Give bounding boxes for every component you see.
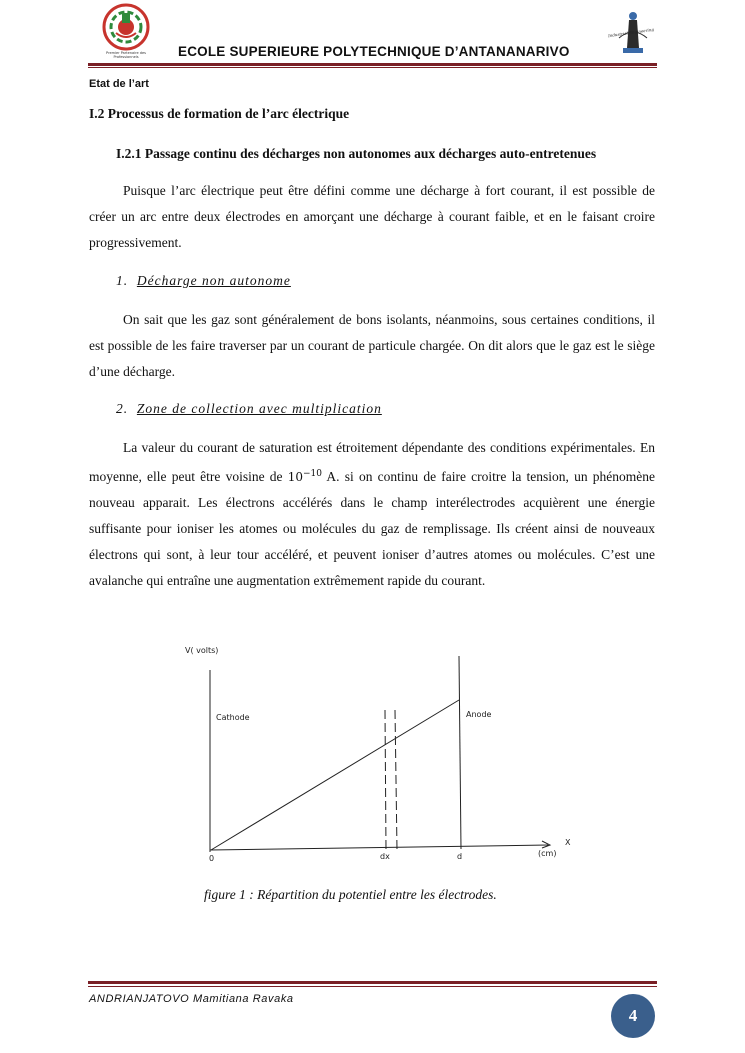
list-item-2 [116,401,382,417]
anode-line [459,656,461,849]
list-item-1-number: 1. [116,273,129,288]
paragraph-2-power [288,470,322,484]
x-unit-label: (cm) [538,849,557,858]
y-axis-label: V( volts) [185,646,219,655]
paragraph-2-before: La valeur du courant de saturation est étroitement dépendante des conditions expérimentales. En moyenne, elle peut être voisine de [89,440,655,484]
paragraph-1-text: On sait que les gaz sont généralement de bons isolants, néanmoins, sous certaines conditions, il est possible de les faire traverser par un courant de particule chargée. On dit alors que le gaz est le siège d’une décharge. [89,312,655,379]
footer-rule-thin [88,986,657,987]
x-axis-label: X [565,838,571,847]
intro-paragraph [89,178,655,256]
subsection-title: I.2.1 Passage continu des décharges non autonomes aux décharges auto-entretenues [116,146,597,161]
dx-dashed-line-left [385,710,386,850]
dx-dashed-line-right [395,710,397,850]
school-name: ECOLE SUPERIEURE POLYTECHNIQUE D’ANTANANARIVO [178,44,570,59]
paragraph-2 [89,435,655,594]
header-rule [88,63,657,66]
school-logo-left [96,3,156,61]
potential-diagram [180,640,580,870]
potential-figure [180,640,580,875]
section-title: I.2 Processus de formation de l’arc électrique [89,106,350,121]
origin-label: 0 [209,854,215,863]
figure-caption: figure 1 : Répartition du potentiel entre les électrodes. [204,887,497,902]
list-item-2-number: 2. [116,401,129,416]
cathode-label: Cathode [216,713,250,722]
intro-text: Puisque l’arc électrique peut être défini comme une décharge à fort courant, il est possible de créer un arc entre deux électrodes en amorçant une décharge à courant faible, et en le faisant croire progressivement. [89,183,655,250]
x-axis-arrow [542,841,550,848]
x-axis [210,845,548,850]
list-item-1 [116,273,291,289]
paragraph-2-after: A. si on continu de faire croitre la tension, un phénomène nouveau apparait. Les électrons accélérés dans le champ interélectrodes acquièrent une énergie suffisante pour ioniser les atomes ou molécules du gaz de remplissage. Ils créent ainsi de nouveaux électrons qui sont, à leur tour accéléré, et peuvent ioniser d’autres atomes ou molécules. C’est une avalanche qui entraîne une augmentation extrêmement rapide du courant. [89,469,655,588]
power-base: 10 [287,470,303,484]
department-logo-right [605,8,657,60]
anode-label: Anode [466,710,492,719]
footer-rule [88,981,657,984]
list-item-1-label: Décharge non autonome [136,273,291,288]
footer-author: ANDRIANJATOVO Mamitiana Ravaka [89,993,294,1005]
section-label: Etat de l’art [89,78,149,90]
page-number-badge: 4 [611,994,655,1038]
power-exponent: −10 [302,469,322,479]
d-label: d [457,852,463,861]
logo-right-text: Industrial Engineering [607,26,655,39]
paragraph-1 [89,307,655,385]
list-item-2-label: Zone de collection avec multiplication [136,401,382,416]
dx-label: dx [380,852,390,861]
header-rule-thin [88,67,657,68]
potential-line [211,700,459,850]
logo-left-caption: Premier Partenaire des Professionnels [106,51,146,59]
